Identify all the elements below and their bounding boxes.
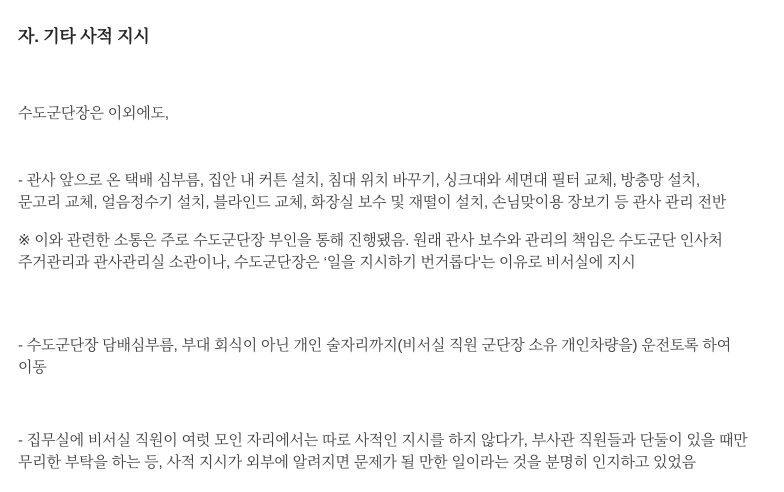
paragraph-line: ※ 이와 관련한 소통은 주로 수도군단장 부인을 통해 진행됐음. 원래 관사 보수와 관리의 책임은 수도군단 인사처	[18, 232, 723, 249]
paragraph-line: 문고리 교체, 얼음정수기 설치, 블라인드 교체, 화장실 보수 및 재떨이 설치, 손님맞이용 장보기 등 관사 관리 전반	[18, 194, 727, 211]
intro-paragraph: 수도군단장은 이외에도,	[18, 105, 169, 122]
paragraph-note-communication	[18, 230, 766, 274]
paragraph-housing-errands	[18, 170, 766, 214]
paragraph-driving-errands	[18, 335, 766, 379]
paragraph-line: 무리한 부탁을 하는 등, 사적 지시가 외부에 알려지면 문제가 될 만한 일이라는 것을 분명히 인지하고 있었음	[18, 454, 696, 471]
paragraph-line: - 관사 앞으로 온 택배 심부름, 집안 내 커튼 설치, 침대 위치 바꾸기, 싱크대와 세면대 필터 교체, 방충망 설치,	[18, 172, 700, 189]
paragraph-awareness	[18, 430, 766, 474]
section-title: 자. 기타 사적 지시	[18, 27, 150, 46]
paragraph-line: 주거관리과 관사관리실 소관이나, 수도군단장은 ‘일을 지시하기 번거롭다’는 이유로 비서실에 지시	[18, 254, 636, 271]
paragraph-line: - 집무실에 비서실 직원이 여럿 모인 자리에서는 따로 사적인 지시를 하지 않다가, 부사관 직원들과 단둘이 있을 때만	[18, 432, 748, 449]
paragraph-line: 이동	[18, 359, 47, 376]
paragraph-line: - 수도군단장 담배심부름, 부대 회식이 아닌 개인 술자리까지(비서실 직원 군단장 소유 개인차량을) 운전토록 하여	[18, 337, 731, 354]
